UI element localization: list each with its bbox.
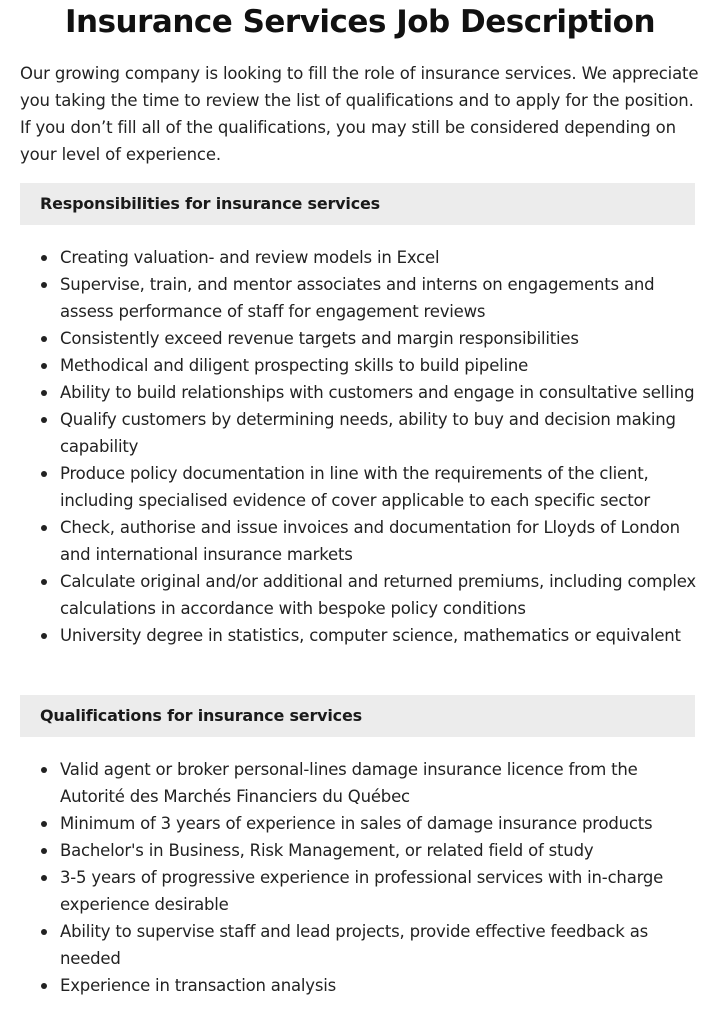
bullet-icon xyxy=(41,471,47,477)
list-item xyxy=(20,325,700,352)
bullet-icon xyxy=(41,633,47,639)
list-item-text: Ability to supervise staff and lead projects, provide effective feedback as needed xyxy=(60,922,649,968)
list-item xyxy=(20,622,700,649)
bullet-icon xyxy=(41,821,47,827)
bullet-icon xyxy=(41,336,47,342)
list-item-text: Minimum of 3 years of experience in sales of damage insurance products xyxy=(60,814,653,833)
list-item xyxy=(20,460,700,514)
list-item xyxy=(20,514,700,568)
list-item-text: Ability to build relationships with customers and engage in consultative selling xyxy=(60,383,695,402)
list-item-text: Produce policy documentation in line with the requirements of the client, including specialised evidence of cover applicable to each specific sector xyxy=(60,464,650,510)
list-item xyxy=(20,972,700,999)
bullet-icon xyxy=(41,363,47,369)
list-item xyxy=(20,352,700,379)
bullet-icon xyxy=(41,579,47,585)
bullet-icon xyxy=(41,875,47,881)
list-item xyxy=(20,379,700,406)
list-item-text: Consistently exceed revenue targets and margin responsibilities xyxy=(60,329,579,348)
page-title: Insurance Services Job Description xyxy=(64,4,656,40)
qualifications-heading: Qualifications for insurance services xyxy=(20,695,695,737)
list-item-text: Valid agent or broker personal-lines damage insurance licence from the Autorité des Marchés Financiers du Québec xyxy=(60,760,638,806)
list-item-text: Qualify customers by determining needs, ability to buy and decision making capability xyxy=(60,410,676,456)
bullet-icon xyxy=(41,255,47,261)
bullet-icon xyxy=(41,282,47,288)
list-item-text: 3-5 years of progressive experience in professional services with in-charge experience desirable xyxy=(60,868,664,914)
responsibilities-heading: Responsibilities for insurance services xyxy=(20,183,695,225)
list-item xyxy=(20,837,700,864)
list-item-text: Calculate original and/or additional and returned premiums, including complex calculations in accordance with bespoke policy conditions xyxy=(60,572,696,618)
list-item-text: Supervise, train, and mentor associates and interns on engagements and assess performance of staff for engagement reviews xyxy=(60,275,655,321)
bullet-icon xyxy=(41,417,47,423)
bullet-icon xyxy=(41,767,47,773)
list-item-text: Creating valuation- and review models in Excel xyxy=(60,248,440,267)
qualifications-list xyxy=(20,756,700,999)
bullet-icon xyxy=(41,390,47,396)
list-item-text: University degree in statistics, computer science, mathematics or equivalent xyxy=(60,626,681,645)
list-item xyxy=(20,918,700,972)
responsibilities-list xyxy=(20,244,700,649)
list-item xyxy=(20,568,700,622)
list-item xyxy=(20,244,700,271)
intro-paragraph: Our growing company is looking to fill the role of insurance services. We appreciate you taking the time to review the list of qualifications and to apply for the position. If you don’t fill all of the qualifications, you may still be considered depending on your level of experience. xyxy=(20,64,699,164)
list-item xyxy=(20,271,700,325)
list-item-text: Methodical and diligent prospecting skills to build pipeline xyxy=(60,356,529,375)
list-item xyxy=(20,810,700,837)
bullet-icon xyxy=(41,525,47,531)
bullet-icon xyxy=(41,848,47,854)
list-item xyxy=(20,406,700,460)
list-item-text: Experience in transaction analysis xyxy=(60,976,337,995)
bullet-icon xyxy=(41,929,47,935)
list-item-text: Check, authorise and issue invoices and documentation for Lloyds of London and international insurance markets xyxy=(60,518,680,564)
bullet-icon xyxy=(41,983,47,989)
list-item xyxy=(20,756,700,810)
list-item xyxy=(20,864,700,918)
list-item-text: Bachelor's in Business, Risk Management, or related field of study xyxy=(60,841,594,860)
